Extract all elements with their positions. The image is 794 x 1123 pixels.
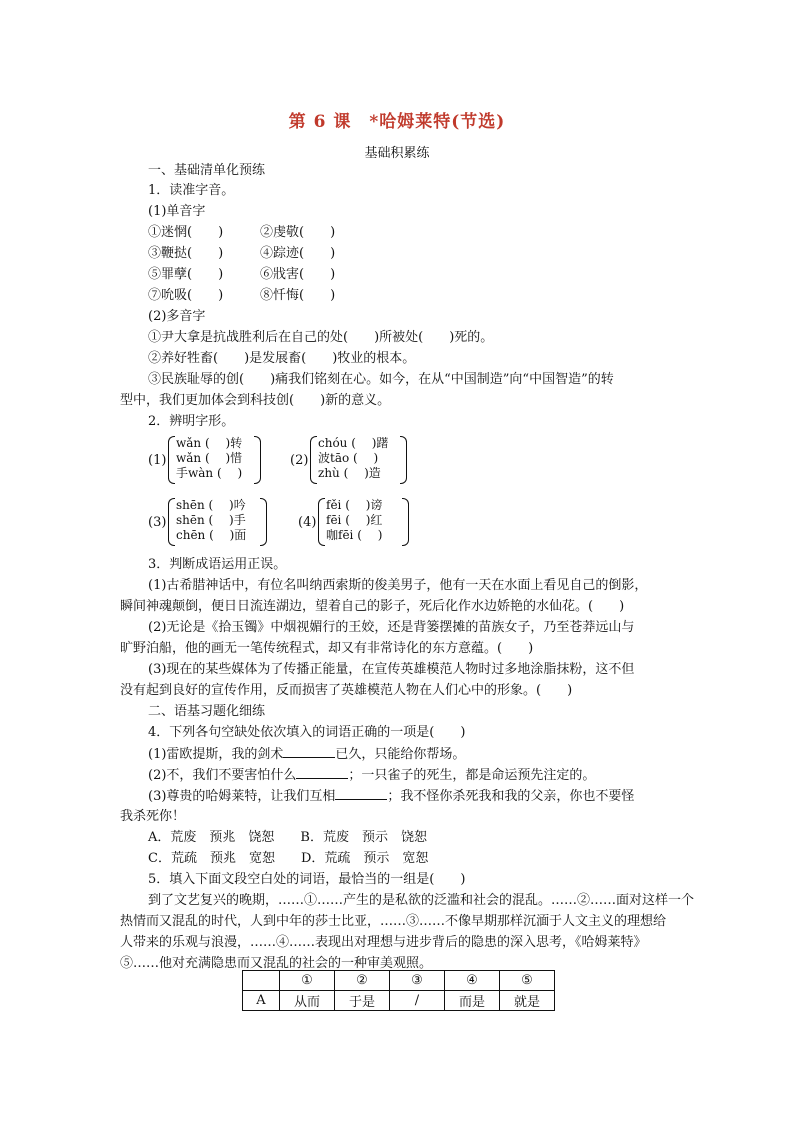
lesson-subtitle: 基础积累练 (364, 146, 430, 161)
q1-sub2: (2)多音字 (148, 309, 206, 324)
glyph-line: 波tāo ( ) (318, 451, 379, 465)
q1-sub1: (1)单音字 (148, 204, 206, 219)
q3-text: (2)无论是《拾玉镯》中烟视媚行的王姣，还是背篓摆摊的苗族女子，乃至苍莽远山与 (148, 620, 635, 635)
q4-text: 已久，只能给你帮场。 (335, 747, 466, 762)
glyph-line: chóu ( )躇 (318, 436, 389, 450)
glyph-group-1 (176, 436, 242, 481)
table-cell: A (243, 991, 280, 1011)
q4-sentence-3 (148, 787, 634, 806)
right-brace (254, 436, 261, 484)
q4-sentence-1 (148, 745, 465, 764)
table-cell: 于是 (335, 991, 390, 1011)
poly-line: ②养好牲畜( )是发展畜( )牧业的根本。 (148, 351, 416, 366)
group-number: (4) (298, 515, 317, 530)
q4-text: (3)尊贵的哈姆莱特，让我们互相 (148, 789, 336, 804)
table-cell (243, 971, 280, 991)
group-number: (1) (148, 453, 167, 468)
q1-item: ④踪迹( ) (260, 246, 336, 261)
glyph-group-2 (318, 436, 388, 481)
glyph-line: fěi ( )谤 (326, 498, 383, 512)
q1-item: ①迷惘( ) (148, 225, 224, 240)
q3-text: 瞬间神魂颠倒，便日日流连湖边，望着自己的影子，死后化作水边娇艳的水仙花。( ) (120, 599, 625, 614)
section1-heading: 一、基础清单化预练 (148, 163, 266, 178)
table-cell: 而是 (445, 991, 500, 1011)
glyph-line: zhù ( )造 (318, 466, 381, 480)
table-cell: ⑤ (500, 971, 555, 991)
glyph-line: wǎn ( )转 (176, 436, 243, 450)
q3-text: (3)现在的某些媒体为了传播正能量，在宣传英雄模范人物时过多地涂脂抹粉，这不但 (148, 662, 635, 677)
q5-label: 5．填入下面文段空白处的词语，最恰当的一组是( ) (148, 872, 466, 887)
q4-text: ；一只雀子的死生，都是命运预先注定的。 (348, 768, 596, 783)
q5-text: ⑤……他对充满隐患而又混乱的社会的一种审美观照。 (120, 956, 433, 971)
left-brace (318, 498, 325, 546)
q2-label: 2．辨明字形。 (148, 414, 235, 429)
table-cell: 就是 (500, 991, 555, 1011)
glyph-group-3 (176, 498, 246, 543)
lesson-title: 第 6 课 *哈姆莱特(节选) (288, 112, 506, 132)
table-cell: ② (335, 971, 390, 991)
q5-text: 人带来的乐观与浪漫，……④……表现出对理想与进步背后的隐患的深入思考，《哈姆莱特》 (120, 935, 647, 950)
right-brace (400, 436, 407, 484)
poly-line: ①尹大拿是抗战胜利后在自己的处( )所被处( )死的。 (148, 330, 494, 345)
q3-label: 3．判断成语运用正误。 (148, 557, 287, 572)
poly-line: ③民族耻辱的创( )痛我们铭刻在心。如今，在从“中国制造”向“中国智造”的转 (148, 372, 614, 387)
q1-item: ⑧忏悔( ) (260, 288, 336, 303)
glyph-line: fēi ( )红 (326, 513, 383, 527)
q5-text: 到了文艺复兴的晚期，……①……产生的是私欲的泛滥和社会的混乱。……②……面对这样一个 (148, 893, 695, 908)
q4-sentence-2 (148, 766, 595, 785)
right-brace (260, 498, 267, 546)
q1-item: ⑤罪孽( ) (148, 267, 224, 282)
answer-table (242, 970, 555, 1011)
right-brace (402, 498, 409, 546)
table-cell: ④ (445, 971, 500, 991)
left-brace (168, 498, 175, 546)
glyph-line: shēn ( )手 (176, 513, 246, 527)
glyph-line: chēn ( )面 (176, 528, 247, 542)
blank-line (296, 766, 348, 779)
q3-text: 没有起到良好的宣传作用，反而损害了英雄模范人物在人们心中的形象。( ) (120, 683, 573, 698)
table-cell: ① (280, 971, 335, 991)
table-header-row (243, 971, 555, 991)
section2-heading: 二、语基习题化细练 (148, 704, 266, 719)
glyph-line: 手wàn ( ) (176, 466, 243, 480)
q1-item: ②虔敬( ) (260, 225, 336, 240)
q4-options-cd: C．荒疏 预兆 宽恕 D．荒疏 预示 宽恕 (148, 851, 429, 866)
group-number: (3) (148, 515, 167, 530)
glyph-line: shēn ( )吟 (176, 498, 246, 512)
q4-text: 我杀死你！ (120, 809, 186, 824)
q4-options-ab: A．荒废 预兆 饶恕 B．荒废 预示 饶恕 (148, 830, 427, 845)
q1-label: 1．读准字音。 (148, 183, 235, 198)
q1-item: ⑥戕害( ) (260, 267, 336, 282)
glyph-group-4 (326, 498, 382, 543)
q3-text: 旷野泊船，他的画无一笔传统程式，却又有非常诗化的东方意蕴。( ) (120, 641, 534, 656)
table-row (243, 991, 555, 1011)
q5-text: 热情而又混乱的时代，人到中年的莎士比亚，……③……不像早期那样沉湎于人文主义的理想给 (120, 914, 667, 929)
table-cell: / (390, 991, 445, 1011)
q4-text: (1)雷欧提斯，我的剑术 (148, 747, 284, 762)
q4-label: 4．下列各句空缺处依次填入的词语正确的一项是( ) (148, 725, 466, 740)
table-cell: ③ (390, 971, 445, 991)
blank-line (283, 745, 335, 758)
table-cell: 从而 (280, 991, 335, 1011)
glyph-line: wǎn ( )惜 (176, 451, 243, 465)
q1-item: ⑦吮吸( ) (148, 288, 224, 303)
q3-text: (1)古希腊神话中，有位名叫纳西索斯的俊美男子，他有一天在水面上看见自己的倒影， (148, 578, 648, 593)
group-number: (2) (290, 453, 309, 468)
poly-line: 型中，我们更加体会到科技创( )新的意义。 (120, 393, 391, 408)
blank-line (335, 787, 387, 800)
left-brace (310, 436, 317, 484)
left-brace (168, 436, 175, 484)
glyph-line: 咖fēi ( ) (326, 528, 383, 542)
q4-text: (2)不，我们不要害怕什么 (148, 768, 297, 783)
q1-item: ③鞭挞( ) (148, 246, 224, 261)
q4-text: ；我不怪你杀死我和我的父亲，你也不要怪 (387, 789, 635, 804)
